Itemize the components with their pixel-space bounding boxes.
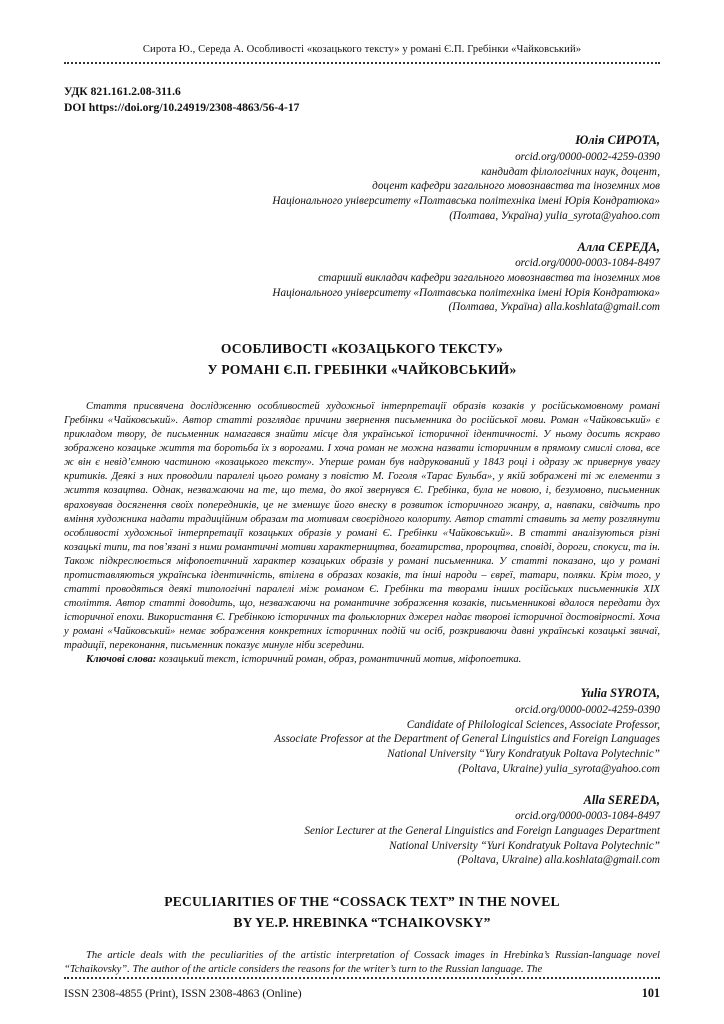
author-block-ua-2 xyxy=(64,239,660,316)
author-block-en-1 xyxy=(64,685,660,776)
issn-text: ISSN 2308-4855 (Print), ISSN 2308-4863 (Online) xyxy=(64,987,302,1001)
doi-link: DOI https://doi.org/10.24919/2308-4863/56-4-17 xyxy=(64,101,300,115)
article-title-en xyxy=(64,892,660,933)
abstract-ua: Стаття присвячена дослідженню особливостей художньої інтерпретації образів козаків у російськомовному романі Гребінки «Чайковський». Автор статті розглядає причини звернення письменника до російської мови. Роман «Чайковський» є прикладом твору, де письменник намагався знайти місце для української історичної ідентичності. У ньому досить яскраво зображено козацьке життя та боротьба їх з ворогами. І хоча роман не можна назвати історичним в прямому смислі слова, все ж він є невід’ємною частиною «козацького тексту». Уперше роман був надрукований у 1843 році і одразу ж привернув увагу критиків. Деякі з них проводили паралелі цього роману з повістю М. Гоголя «Тарас Бульба», у якій зображені ті ж елементи з життя козацтва. Однак, незважаючи на те, що тема, до якої звернувся Є. Гребінка, була не новою, і, безумовно, письменник враховував досягнення своїх попередників, це не зменшує його внеску в розвиток історичного жанру, а, навпаки, свідчить про вміння художника надати традиційним образам та мотивам своєрідного колориту. Автор статті ставить за мету розглянути особливості художньої інтерпретації козацьких образів у романі Є. Гребінки «Чайковський». В статті аналізуються різні козацькі типи, та пов’язані з ними романтичні мотиви характерництва, богатирства, пророцтва, сповіді, дороги, спокуси, та ін. Також підкреслюється міфопоетичний характер козацьких образів у романі письменника. У статті показано, що у романі протиставляються українська ідентичність, втілена в образах козаків, та інші народи – євреї, татари, поляки. Крім того, у статті проводяться деякі типологічні паралелі між романом Є. Гребінки та творами інших російських письменників XIX століття. Автор статті доводить, що, незважаючи на романтичне зображення козаків, письменникові вдалося передати дух історичної епохи. Використання Є. Гребінкою історичних та фольклорних джерел надає творові історичної достовірності. Хоча у романі «Чайковський» немає зображення конкретних історичних подій чи осіб, розкриваючи давні українські козацькі звичаї, традиції, переконання, письменник показує минуле ніби зсередини. xyxy=(64,401,660,652)
author-name: Юлія СИРОТА, xyxy=(575,133,660,148)
author-name: Алла СЕРЕДА, xyxy=(577,239,660,254)
author-name: Alla SEREDA, xyxy=(583,792,660,807)
author-position: Associate Professor at the Department of General Linguistics and Foreign Languages xyxy=(274,733,660,746)
article-title-ua-line2: У РОМАНІ Є.П. ГРЕБІНКИ «ЧАЙКОВСЬКИЙ» xyxy=(207,361,517,377)
author-affiliation: National University “Yury Kondratyuk Poltava Polytechnic” xyxy=(387,748,660,761)
udc-code: УДК 821.161.2.08-311.6 xyxy=(64,85,181,98)
running-header: Сирота Ю., Середа А. Особливості «козацького тексту» у романі Є.П. Гребінки «Чайковський» xyxy=(64,44,660,64)
author-degree: Candidate of Philological Sciences, Associate Professor, xyxy=(406,718,660,731)
identifiers-block xyxy=(64,84,660,116)
keywords-text: козацький текст, історичний роман, образ, романтичний мотив, міфопоетика. xyxy=(156,654,522,666)
author-affiliation: Національного університету «Полтавська політехніка імені Юрія Кондратюка» xyxy=(272,195,660,208)
author-contact: (Poltava, Ukraine) yulia_syrota@yahoo.com xyxy=(458,762,660,775)
author-contact: (Полтава, Україна) alla.koshlata@gmail.com xyxy=(448,301,660,314)
abstract-en: The article deals with the peculiarities of the artistic interpretation of Cossack images in Hrebinka’s Russian-language novel “Tchaikovsky”. The author of the article considers the reasons for the writer’s turn to the Russian language. The xyxy=(64,950,660,976)
author-contact: (Полтава, Україна) yulia_syrota@yahoo.com xyxy=(449,209,660,222)
author-position: доцент кафедри загального мовознавства та іноземних мов xyxy=(372,180,660,193)
author-orcid: orcid.org/0000-0002-4259-0390 xyxy=(515,703,660,716)
author-orcid: orcid.org/0000-0002-4259-0390 xyxy=(515,150,660,163)
page-number: 101 xyxy=(641,986,660,1001)
author-orcid: orcid.org/0000-0003-1084-8497 xyxy=(515,257,660,270)
author-block-en-2 xyxy=(64,792,660,869)
author-position: старший викладач кафедри загального мовознавства та іноземних мов xyxy=(318,271,660,284)
author-degree: кандидат філологічних наук, доцент, xyxy=(481,165,660,178)
article-title-ua xyxy=(64,339,660,380)
author-orcid: orcid.org/0000-0003-1084-8497 xyxy=(515,810,660,823)
author-contact: (Poltava, Ukraine) alla.koshlata@gmail.com xyxy=(457,854,660,867)
keywords-label: Ключові слова: xyxy=(86,654,157,666)
author-affiliation: National University “Yuri Kondratyuk Poltava Polytechnic” xyxy=(389,839,660,852)
author-name: Yulia SYROTA, xyxy=(580,686,660,701)
article-title-en-line2: BY YE.P. HREBINKA “TCHAIKOVSKY” xyxy=(233,914,491,930)
keywords-ua xyxy=(64,653,660,667)
author-position: Senior Lecturer at the General Linguistics and Foreign Languages Department xyxy=(304,824,660,837)
article-title-ua-line1: ОСОБЛИВОСТІ «КОЗАЦЬКОГО ТЕКСТУ» xyxy=(220,341,504,357)
page-footer xyxy=(64,977,660,1001)
author-block-ua-1 xyxy=(64,132,660,223)
author-affiliation: Національного університету «Полтавська політехніка імені Юрія Кондратюка» xyxy=(272,286,660,299)
article-title-en-line1: PECULIARITIES OF THE “COSSACK TEXT” IN THE NOVEL xyxy=(164,894,560,910)
